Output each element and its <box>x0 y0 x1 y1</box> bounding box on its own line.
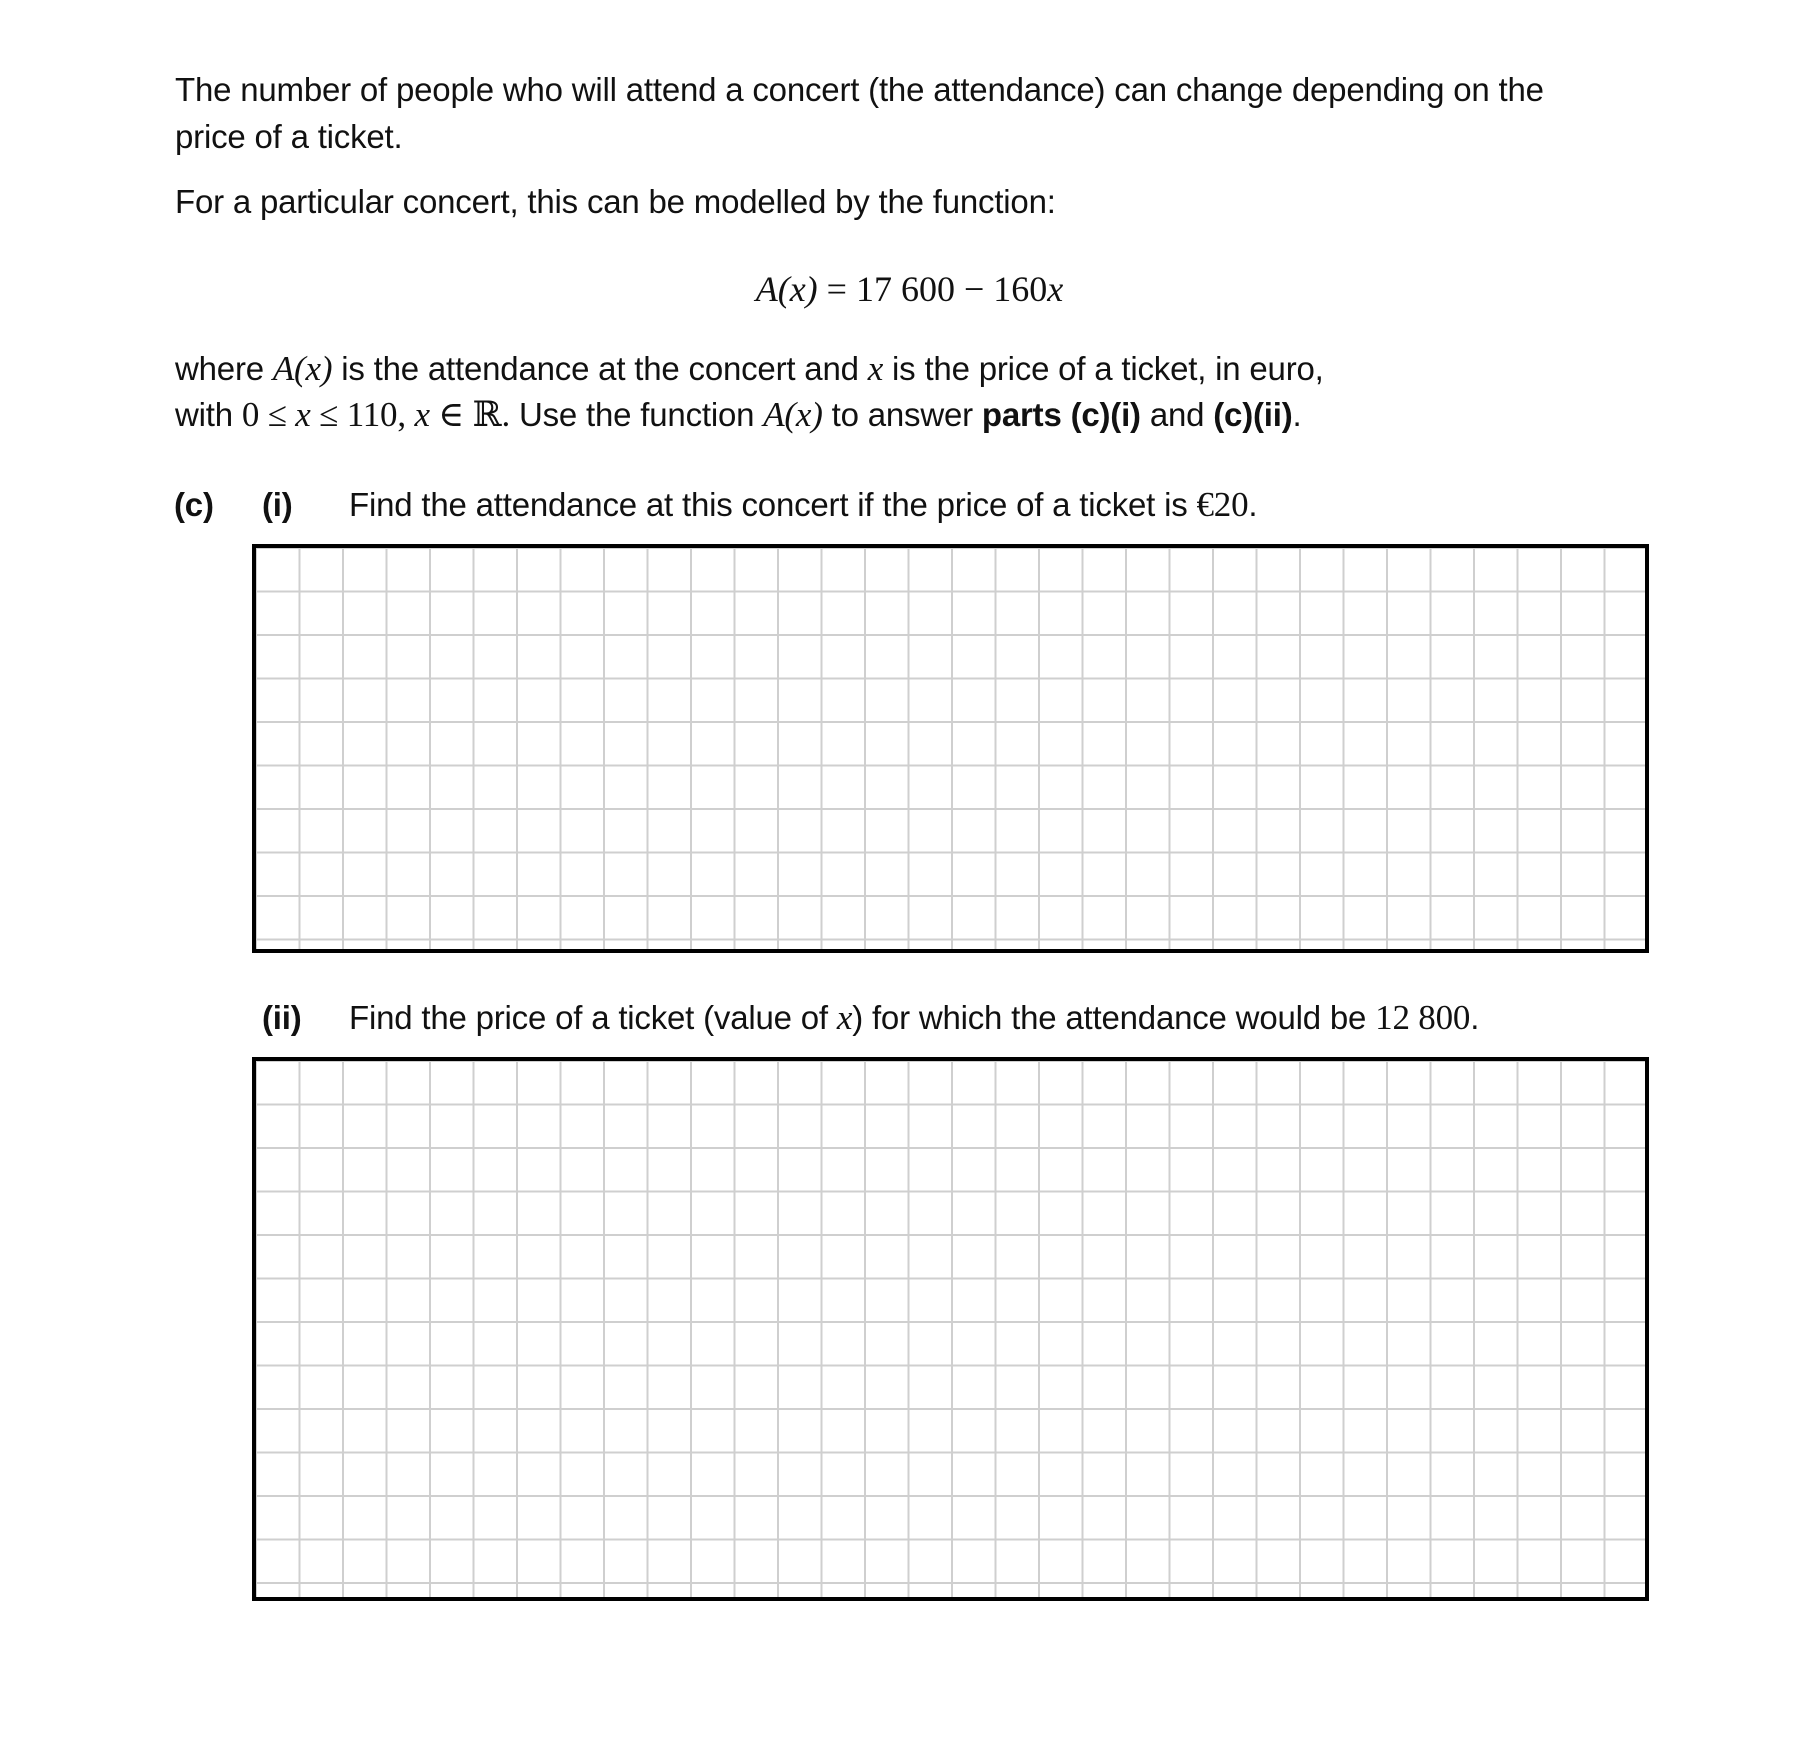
and-text: and <box>1140 396 1214 433</box>
attendance-value: 12 800 <box>1375 998 1471 1037</box>
part-c-ii-label: (ii) <box>262 999 302 1036</box>
intro-line-1: The number of people who will attend a concert (the attendance) can change depending on the <box>175 71 1544 108</box>
math-x: x <box>867 349 884 388</box>
domain-math: 0 ≤ <box>241 395 296 434</box>
period: . <box>1248 486 1258 523</box>
question-text: Find the attendance at this concert if the price of a ticket is <box>349 486 1197 523</box>
math-A-of-x: A(x) <box>272 349 333 388</box>
part-c-i-label: (i) <box>262 486 293 523</box>
question-text: ) for which the attendance would be <box>852 999 1376 1036</box>
part-c-i-question <box>349 482 1257 528</box>
formula-lhs: A(x) <box>755 269 818 309</box>
math-A-of-x: A(x) <box>763 395 823 434</box>
formula-equals: = <box>817 269 856 309</box>
where-text: is the price of a ticket, in euro, <box>883 350 1324 387</box>
domain-set: ∈ ℝ. <box>429 395 511 434</box>
parts-ref: parts (c)(i) <box>981 396 1141 433</box>
formula-constant: 17 600 <box>855 269 955 309</box>
where-line-1 <box>175 346 1324 392</box>
question-text: Find the price of a ticket (value of <box>349 999 837 1036</box>
use-text: Use the function <box>510 396 764 433</box>
formula-minus: − <box>954 269 994 309</box>
domain-x: x <box>295 395 311 434</box>
where-text: where <box>175 350 273 387</box>
part-c-label: (c) <box>174 486 214 523</box>
where-line-2 <box>175 392 1301 438</box>
intro-line-2: price of a ticket. <box>175 118 403 155</box>
answer-text: to answer <box>822 396 982 433</box>
formula-variable: x <box>1047 269 1064 309</box>
intro-line-3: For a particular concert, this can be modelled by the function: <box>175 183 1056 220</box>
with-text: with <box>175 396 242 433</box>
part-cii-ref: (c)(ii) <box>1213 396 1293 433</box>
attendance-formula <box>0 266 1819 312</box>
math-x: x <box>836 998 853 1037</box>
formula-coefficient: 160 <box>993 269 1048 309</box>
domain-math: ≤ 110, <box>310 395 415 434</box>
answer-box-c-i[interactable] <box>252 544 1649 953</box>
period: . <box>1292 396 1302 433</box>
part-c-ii-question <box>349 995 1479 1041</box>
answer-box-c-ii[interactable] <box>252 1057 1649 1601</box>
period: . <box>1470 999 1480 1036</box>
domain-x: x <box>414 395 430 434</box>
where-text: is the attendance at the concert and <box>332 350 868 387</box>
price-value: €20 <box>1196 485 1249 524</box>
